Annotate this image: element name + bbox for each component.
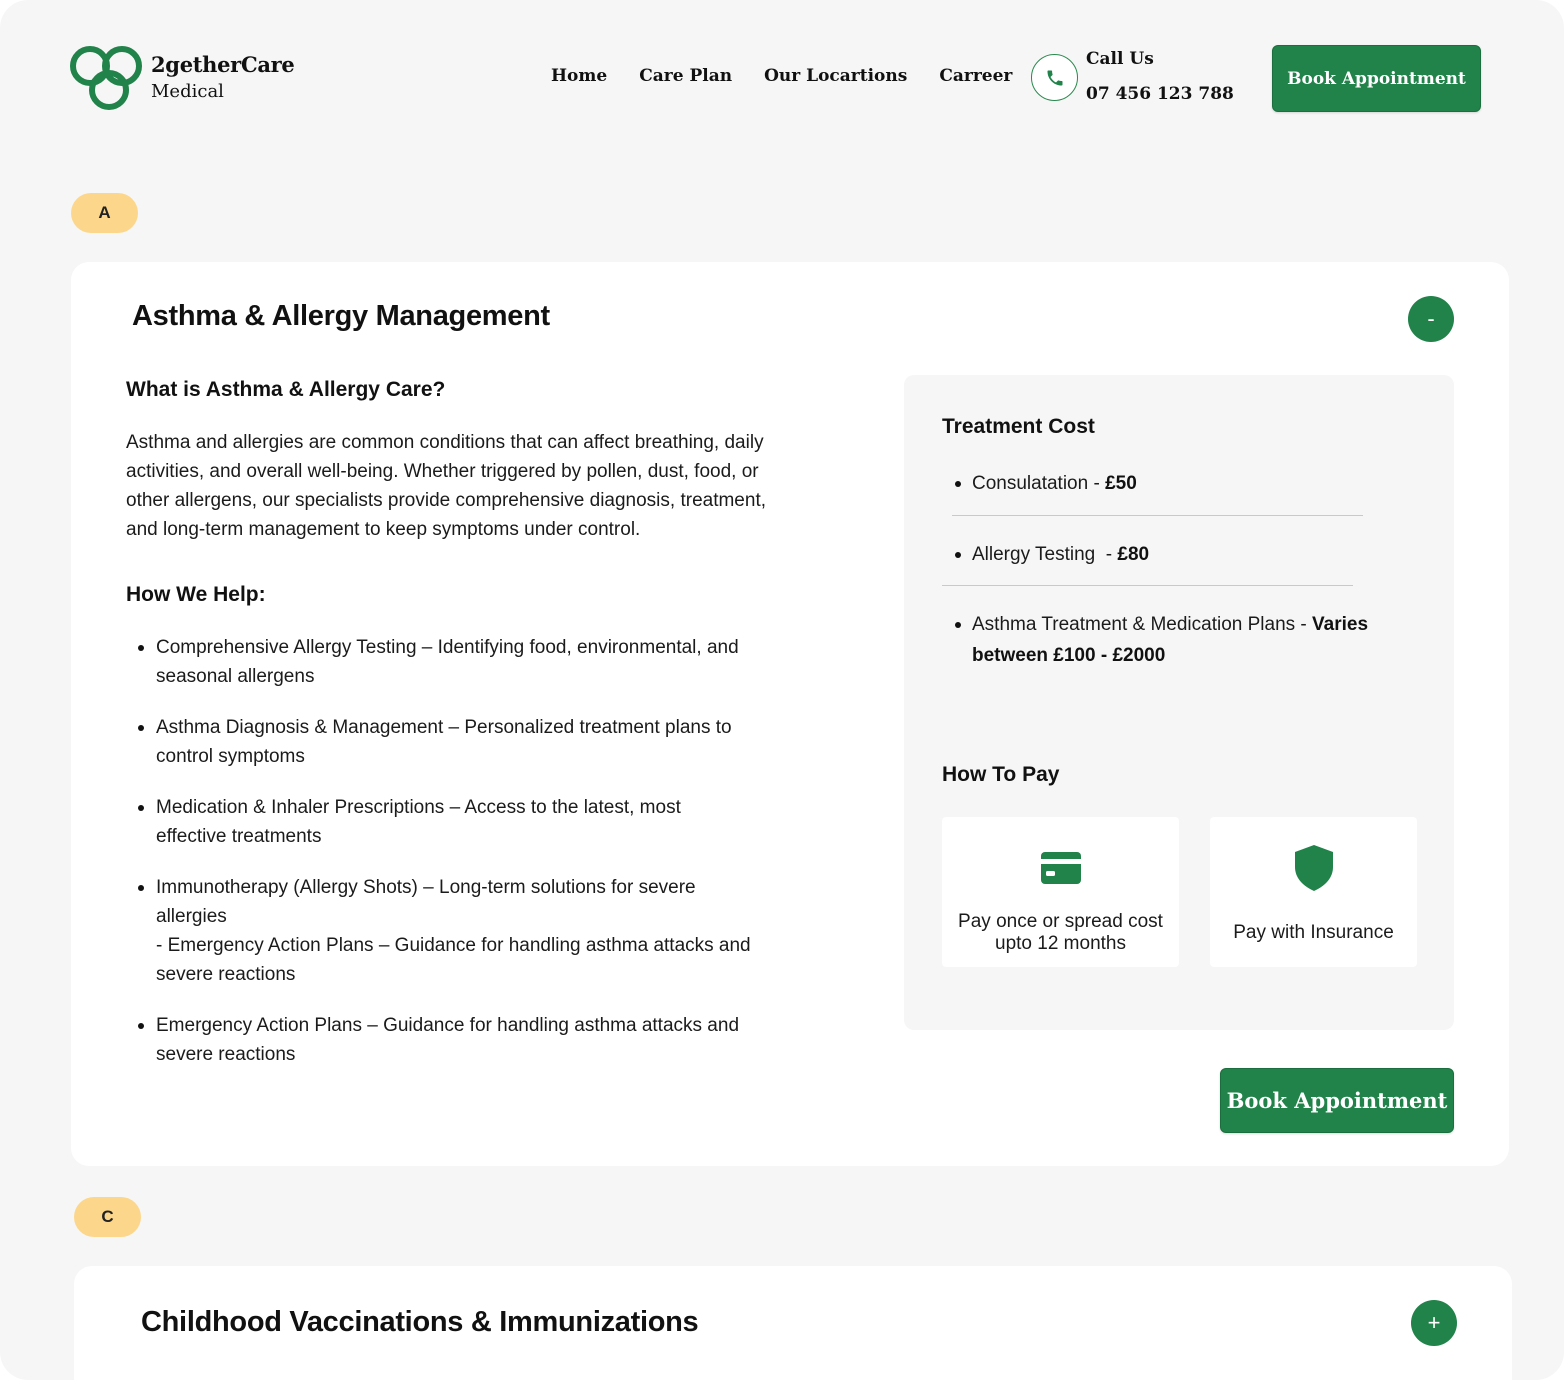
divider — [952, 515, 1363, 516]
asthma-allergy-card — [71, 262, 1509, 1166]
cost-item — [972, 468, 1137, 499]
treatment-cost-heading: Treatment Cost — [942, 415, 1095, 438]
brand-subtitle: Medical — [151, 81, 224, 102]
card-title: Asthma & Allergy Management — [132, 300, 550, 332]
cost-item — [972, 539, 1149, 570]
cost-name: Asthma Treatment & Medication Plans - — [972, 614, 1313, 635]
credit-card-icon — [1041, 845, 1081, 891]
cost-item — [972, 609, 1402, 671]
list-item: Comprehensive Allergy Testing – Identifying food, environmental, and seasonal allergens — [156, 633, 756, 691]
list-item: Medication & Inhaler Prescriptions – Access to the latest, most effective treatments — [156, 793, 756, 851]
expand-button[interactable]: + — [1411, 1300, 1457, 1346]
cost-price: £50 — [1105, 473, 1137, 494]
section-letter-c: C — [74, 1197, 141, 1237]
cost-name: Consulatation - — [972, 473, 1106, 494]
nav-locations[interactable]: Our Locartions — [764, 66, 908, 86]
pay-option-label: Pay with Insurance — [1233, 922, 1394, 943]
nav-care-plan[interactable]: Care Plan — [639, 66, 733, 86]
how-we-help-heading: How We Help: — [126, 583, 266, 606]
cost-price: £80 — [1117, 544, 1150, 565]
main-nav — [551, 66, 1012, 86]
list-item: Asthma Diagnosis & Management – Personalized treatment plans to control symptoms — [156, 713, 756, 771]
nav-career[interactable]: Carreer — [939, 66, 1013, 86]
description: Asthma and allergies are common conditions that can affect breathing, daily activities, and overall well-being. Whether triggered by pollen, dust, food, or other allergens, our specialists provide comprehensive diagnosis, treatment, and long-term management to keep symptoms under control. — [126, 432, 766, 540]
section-letter-a: A — [71, 193, 138, 233]
shield-icon — [1295, 845, 1333, 891]
card-title: Childhood Vaccinations & Immunizations — [141, 1306, 699, 1338]
what-is-heading: What is Asthma & Allergy Care? — [126, 378, 446, 401]
list-item: Emergency Action Plans – Guidance for handling asthma attacks and severe reactions — [156, 1011, 756, 1069]
collapse-button[interactable]: - — [1408, 296, 1454, 342]
divider — [942, 585, 1353, 586]
card-book-appointment-button[interactable]: Book Appointment — [1220, 1068, 1454, 1133]
cost-price: Varies between £100 - £2000 — [972, 614, 1369, 666]
logo-rings-icon — [70, 42, 150, 114]
help-list — [156, 633, 756, 1091]
cost-panel — [904, 375, 1454, 1030]
pay-insurance-option[interactable] — [1210, 817, 1417, 967]
brand-logo[interactable] — [70, 42, 295, 114]
nav-home[interactable]: Home — [551, 66, 608, 86]
cost-name: Allergy Testing - — [972, 544, 1118, 565]
phone-icon[interactable] — [1031, 54, 1078, 101]
phone-number[interactable]: 07 456 123 788 — [1086, 84, 1234, 104]
how-to-pay-heading: How To Pay — [942, 763, 1060, 786]
pay-spread-option[interactable] — [942, 817, 1179, 967]
header-book-appointment-button[interactable]: Book Appointment — [1272, 45, 1481, 112]
list-item: Immunotherapy (Allergy Shots) – Long-term solutions for severe allergies - Emergency Action Plans – Guidance for handling asthma attacks and severe reactions — [156, 873, 756, 989]
brand-name: 2getherCare — [151, 52, 295, 77]
pay-option-label: Pay once or spread cost upto 12 months — [958, 911, 1163, 954]
vaccination-card[interactable] — [74, 1266, 1512, 1380]
call-us-label: Call Us — [1086, 49, 1154, 69]
